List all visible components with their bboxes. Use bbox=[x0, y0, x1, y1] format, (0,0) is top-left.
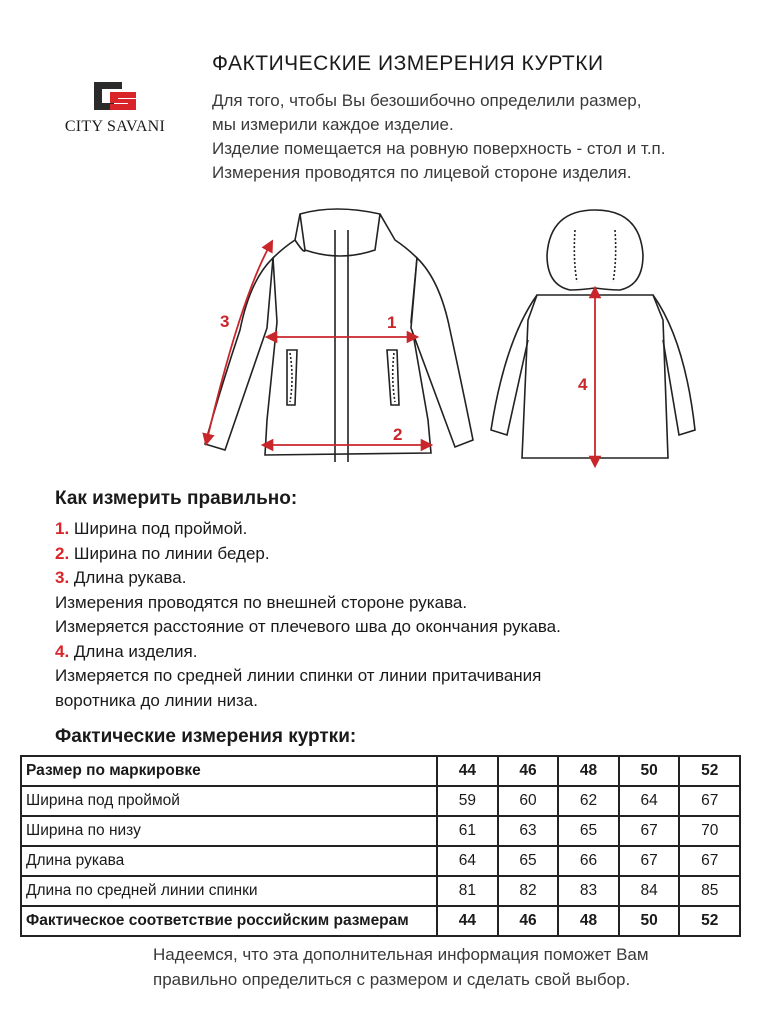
table-cell: 52 bbox=[679, 906, 740, 936]
table-cell: 84 bbox=[619, 876, 680, 906]
howto-item-number: 3. bbox=[55, 568, 70, 587]
size-table bbox=[20, 755, 741, 937]
brand-logo bbox=[50, 80, 180, 140]
table-cell: 64 bbox=[437, 846, 498, 876]
jacket-back-drawing bbox=[491, 210, 695, 458]
table-cell: 67 bbox=[619, 846, 680, 876]
footer-line: правильно определиться с размером и сделать свой выбор. bbox=[153, 970, 631, 989]
table-cell: 61 bbox=[437, 816, 498, 846]
marker-label-4: 4 bbox=[578, 375, 588, 394]
howto-item bbox=[55, 640, 561, 665]
marker-label-1: 1 bbox=[387, 313, 397, 332]
table-cell: 70 bbox=[679, 816, 740, 846]
table-cell: 44 bbox=[437, 906, 498, 936]
intro-line: Изделие помещается на ровную поверхность - стол и т.п. bbox=[212, 139, 666, 158]
howto-item-text: Ширина под проймой. bbox=[69, 519, 248, 538]
howto-item-number: 1. bbox=[55, 519, 70, 538]
howto-item bbox=[55, 689, 561, 714]
table-cell: 48 bbox=[558, 756, 619, 786]
table-cell: 63 bbox=[498, 816, 559, 846]
table-cell: 67 bbox=[679, 786, 740, 816]
table-cell: 64 bbox=[619, 786, 680, 816]
howto-item-text: Ширина по линии бедер. bbox=[69, 543, 270, 563]
table-cell: 59 bbox=[437, 786, 498, 816]
howto-item bbox=[55, 615, 561, 640]
table-cell: 62 bbox=[558, 786, 619, 816]
howto-item bbox=[55, 517, 561, 542]
marker-label-2: 2 bbox=[393, 425, 403, 444]
table-row-label: Длина по средней линии спинки bbox=[21, 876, 437, 906]
table-cell: 50 bbox=[619, 906, 680, 936]
howto-item-text: Измеряется расстояние от плечевого шва до окончания рукава. bbox=[55, 617, 561, 636]
table-cell: 83 bbox=[558, 876, 619, 906]
table-cell: 48 bbox=[558, 906, 619, 936]
page-title: ФАКТИЧЕСКИЕ ИЗМЕРЕНИЯ КУРТКИ bbox=[212, 52, 604, 75]
marker-label-3: 3 bbox=[220, 312, 230, 331]
table-row-label: Ширина под проймой bbox=[21, 786, 437, 816]
howto-item bbox=[55, 542, 561, 567]
intro-line: Измерения проводятся по лицевой стороне изделия. bbox=[212, 163, 632, 182]
table-cell: 60 bbox=[498, 786, 559, 816]
intro-line: мы измерили каждое изделие. bbox=[212, 115, 454, 134]
howto-list bbox=[55, 517, 561, 713]
table-cell: 65 bbox=[498, 846, 559, 876]
howto-item-text: Длина рукава. bbox=[69, 568, 187, 587]
table-row bbox=[21, 906, 740, 936]
table-cell: 46 bbox=[498, 906, 559, 936]
intro-line: Для того, чтобы Вы безошибочно определили размер, bbox=[212, 91, 642, 110]
table-row bbox=[21, 786, 740, 816]
table-cell: 66 bbox=[558, 846, 619, 876]
table-title: Фактические измерения куртки: bbox=[55, 726, 357, 747]
footer-line: Надеемся, что эта дополнительная информация поможет Вам bbox=[153, 945, 649, 964]
table-cell: 67 bbox=[679, 846, 740, 876]
table-cell: 50 bbox=[619, 756, 680, 786]
howto-item-text: Измеряется по средней линии спинки от линии притачивания bbox=[55, 666, 542, 685]
table-row-label: Длина рукава bbox=[21, 846, 437, 876]
table-row-label: Ширина по низу bbox=[21, 816, 437, 846]
intro-text bbox=[212, 89, 665, 185]
table-cell: 85 bbox=[679, 876, 740, 906]
howto-item-number: 4. bbox=[55, 641, 70, 661]
howto-item bbox=[55, 664, 561, 689]
table-cell: 65 bbox=[558, 816, 619, 846]
footer-note bbox=[153, 942, 649, 992]
howto-item-text: Измерения проводятся по внешней стороне рукава. bbox=[55, 592, 468, 612]
howto-item-text: Длина изделия. bbox=[69, 641, 198, 661]
table-cell: 44 bbox=[437, 756, 498, 786]
table-row bbox=[21, 816, 740, 846]
brand-name: CITY SAVANI bbox=[64, 118, 166, 135]
howto-item bbox=[55, 566, 561, 591]
table-cell: 67 bbox=[619, 816, 680, 846]
table-cell: 81 bbox=[437, 876, 498, 906]
table-row bbox=[21, 756, 740, 786]
table-cell: 82 bbox=[498, 876, 559, 906]
howto-title: Как измерить правильно: bbox=[55, 488, 298, 509]
jacket-measurement-diagram bbox=[195, 200, 705, 470]
howto-item bbox=[55, 591, 561, 616]
table-cell: 46 bbox=[498, 756, 559, 786]
jacket-front-drawing bbox=[205, 209, 473, 462]
table-row bbox=[21, 876, 740, 906]
brand-mark-icon bbox=[92, 80, 138, 112]
table-cell: 52 bbox=[679, 756, 740, 786]
table-row-label: Размер по маркировке bbox=[21, 756, 437, 786]
table-row bbox=[21, 846, 740, 876]
table-row-label: Фактическое соответствие российским размерам bbox=[21, 906, 437, 936]
howto-item-number: 2. bbox=[55, 543, 70, 563]
howto-item-text: воротника до линии низа. bbox=[55, 690, 258, 710]
